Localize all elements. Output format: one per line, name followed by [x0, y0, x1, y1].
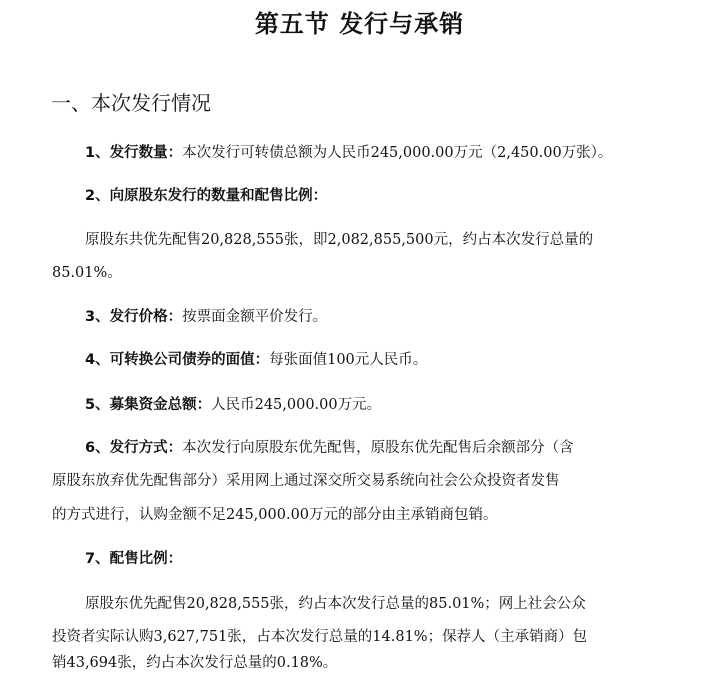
item-6-label: 6、发行方式：	[85, 440, 183, 456]
item-2-para-line-2: 85.01%。	[52, 265, 122, 281]
item-3	[85, 307, 327, 327]
item-2	[85, 186, 327, 206]
page-title: 第五节 发行与承销	[254, 10, 465, 38]
item-7-para-line-2: 投资者实际认购3,627,751张，占本次发行总量的14.81%；保荐人（主承销商）包	[52, 629, 588, 645]
item-2-label: 2、向原股东发行的数量和配售比例：	[85, 188, 328, 204]
item-6-para-line-3: 的方式进行，认购金额不足245,000.00万元的部分由主承销商包销。	[52, 507, 498, 523]
item-4-label: 4、可转换公司债券的面值：	[85, 352, 270, 368]
item-3-text: 按票面金额平价发行。	[182, 309, 328, 325]
item-4	[85, 350, 427, 370]
item-7-para-line-1: 原股东优先配售20,828,555张，约占本次发行总量的85.01%；网上社会公众	[85, 596, 586, 612]
item-6-para-line-2: 原股东放弃优先配售部分）采用网上通过深交所交易系统向社会公众投资者发售	[52, 473, 560, 489]
section-heading: 一、本次发行情况	[51, 91, 211, 115]
item-3-label: 3、发行价格：	[85, 309, 183, 325]
item-5-text: 人民币245,000.00万元。	[211, 397, 382, 413]
item-4-text: 每张面值100元人民币。	[269, 352, 428, 368]
item-6	[85, 438, 574, 458]
item-7	[85, 549, 182, 569]
item-1-label: 1、发行数量：	[85, 145, 183, 161]
item-7-para-line-3: 销43,694张，约占本次发行总量的0.18%。	[52, 655, 338, 671]
item-1-text: 本次发行可转债总额为人民币245,000.00万元（2,450.00万张）。	[182, 145, 613, 161]
item-6-text: 本次发行向原股东优先配售，原股东优先配售后余额部分（含	[182, 440, 574, 456]
item-1	[85, 143, 612, 163]
item-5-label: 5、募集资金总额：	[85, 397, 212, 413]
item-5	[85, 395, 381, 415]
item-7-label: 7、配售比例：	[85, 551, 183, 567]
item-2-para-line-1: 原股东共优先配售20,828,555张，即2,082,855,500元，约占本次发行总量的	[85, 232, 594, 248]
